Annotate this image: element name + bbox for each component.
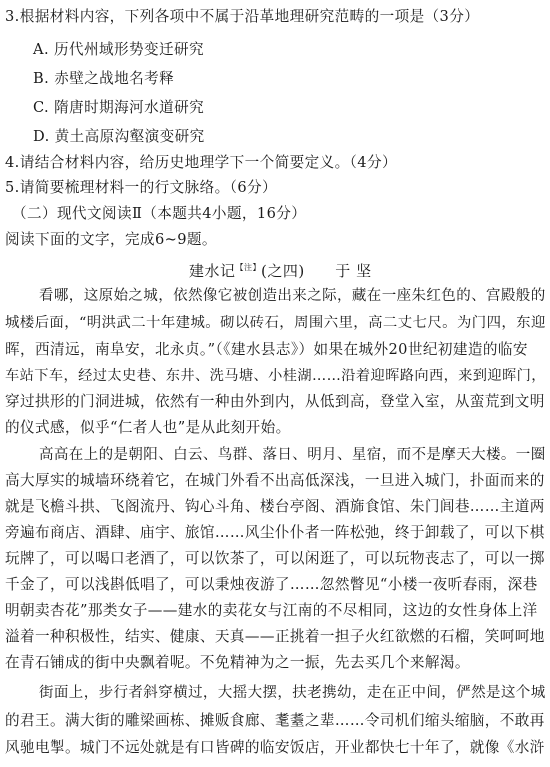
q4-stem: 4.请结合材料内容，给历史地理学下一个简要定义。（4分） [5, 154, 397, 171]
article-author: 于 坚 [335, 262, 372, 280]
title-note-marker: 【注】 [235, 263, 262, 272]
paragraph-line: 高高在上的是朝阳、白云、鸟群、落日、明月、星宿，而不是摩天大楼。一圈 [39, 447, 546, 463]
q3-option-c: C. 隋唐时期海河水道研究 [33, 99, 205, 116]
q3-option-a: A. 历代州域形势变迁研究 [33, 41, 204, 58]
article-title-main: 建水记 [189, 262, 236, 280]
paragraph-line: 明朝卖杏花”那类女子——建水的卖花女与江南的不尽相同，这边的女性身体上洋 [5, 602, 538, 619]
article-title [189, 258, 372, 281]
paragraph-line: 城楼后面，“明洪武二十年建城。砌以砖石，周围六里，高二丈七尺。为门四，东迎 [5, 315, 546, 331]
paragraph-line: 看哪，这原始之城，依然像它被创造出来之际，藏在一座朱红色的、宫殿般的 [39, 288, 546, 304]
q5-stem: 5.请简要梳理材料一的行文脉络。（6分） [5, 179, 278, 196]
q3-option-d: D. 黄土高原沟壑演变研究 [33, 128, 205, 145]
paragraph-line: 就是飞檐斗拱、飞阁流丹、钩心斗角、楼台亭阁、酒旆食馆、朱门闾巷……主道两 [5, 498, 545, 515]
q3-stem: 3.根据材料内容，下列各项中不属于沿革地理研究范畴的一项是（3分） [5, 8, 480, 25]
article-title-part: (之四) [261, 262, 305, 280]
paragraph-line: 街面上，步行者斜穿横过，大摇大摆，扶老携幼，走在正中间，俨然是这个城 [39, 685, 546, 701]
paragraph-line: 溢着一种积极性，结实、健康、天真——正挑着一担子火红欲燃的石榴，笑呵呵地 [5, 628, 545, 645]
q3-option-b: B. 赤壁之战地名考释 [33, 70, 175, 87]
paragraph-line: 穿过拱形的门洞进城，依然有一种由外到内，从低到高，登堂入室，从蛮荒到文明 [5, 393, 545, 410]
paragraph-line: 晖，西清远，南阜安，北永贞。”（《建水县志》）如果在城外20世纪初建造的临安 [5, 341, 528, 358]
paragraph-line: 车站下车，经过太史巷、东井、洗马塘、小桂湖……沿着迎晖路向西，来到迎晖门， [5, 368, 546, 384]
paragraph-line: 旁遍布商店、酒肆、庙宇、旅馆……风尘仆仆者一阵松弛，终于卸载了，可以下棋 [5, 524, 545, 541]
paragraph-line: 在青石铺成的街中央飘着呢。不免精神为之一振，先去买几个来解渴。 [5, 654, 470, 671]
paragraph-line: 的君王。满大街的雕梁画栋、摊贩食廊、耄耋之辈……令司机们缩头缩脑，不敢再 [5, 712, 545, 729]
paragraph-line: 玩牌了，可以喝口老酒了，可以饮茶了，可以闲逛了，可以玩物丧志了，可以一掷 [5, 550, 545, 567]
paragraph-line: 千金了，可以浅斟低唱了，可以秉烛夜游了……忽然瞥见“小楼一夜听春雨，深巷 [5, 576, 538, 593]
section-heading: （二）现代文阅读Ⅱ（本题共4小题，16分） [12, 205, 307, 222]
paragraph-line: 的仪式感，似乎“仁者人也”是从此刻开始。 [5, 419, 291, 436]
paragraph-line: 高大厚实的城墙环绕着它，在城门外看不出高低深浅，一旦进入城门，扑面而来的 [5, 472, 545, 489]
paragraph-line: 风驰电掣。城门不远处就是有口皆碑的临安饭店，开业都快七十年了，就像《水浒 [5, 739, 545, 756]
reading-instruction: 阅读下面的文字，完成6~9题。 [5, 231, 217, 248]
